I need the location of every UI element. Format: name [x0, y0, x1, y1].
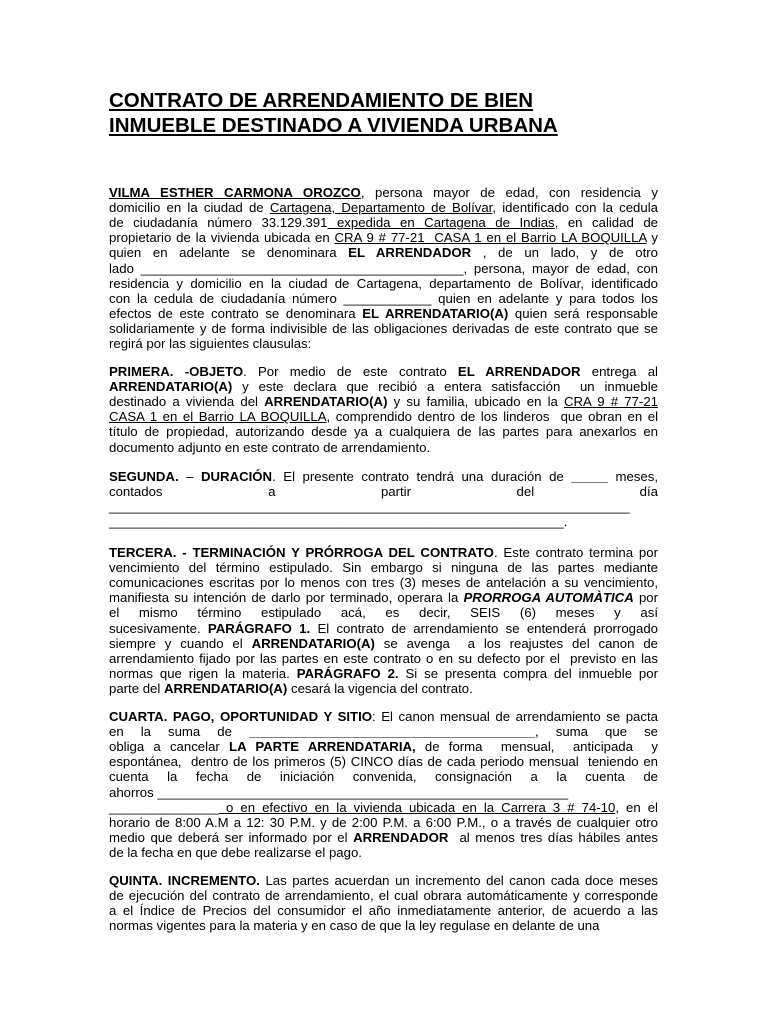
- text-run: _____: [571, 469, 608, 484]
- text-run: de ciudadanía número 33.129.391: [109, 215, 328, 231]
- text-run: propietario de la vivienda ubicada en: [109, 230, 335, 246]
- text-run: . Por medio de este contrato: [243, 364, 458, 379]
- text-run: normas vigentes para la materia y en caso de que la ley regulase en delante de una: [109, 918, 600, 934]
- text-run: arrendamiento fijado por las partes en este contrato o en su defecto por el previsto en las: [109, 650, 658, 666]
- text-run: PARÁGRAFO 1.: [207, 620, 311, 636]
- text-run: de forma mensual, anticipada y: [415, 739, 658, 755]
- text-line: [109, 185, 658, 200]
- text-line: [109, 590, 658, 605]
- text-line: [109, 245, 658, 260]
- text-line: [109, 336, 658, 351]
- text-run: QUINTA. INCREMENTO.: [109, 873, 260, 888]
- text-run: cesará la vigencia del contrato.: [287, 680, 473, 696]
- text-run: TERCERA. - TERMINACIÓN Y PRÓRROGA DEL CONTRATO: [109, 545, 494, 560]
- text-line: [109, 666, 658, 681]
- text-run: de ejecución del contrato de arrendamiento, el cual obrara automáticamente y corresponde: [109, 888, 658, 904]
- text-run: ______________________________________________________________.: [109, 514, 568, 530]
- text-line: [109, 918, 658, 933]
- text-run: CRA 9 # 77-21: [564, 394, 658, 410]
- text-line: [109, 276, 658, 291]
- text-line: [109, 754, 658, 769]
- text-run: cuenta la fecha de iniciación convenida, consignación a la cuenta de: [109, 769, 658, 785]
- text-line: [109, 291, 658, 306]
- text-line: [109, 321, 658, 336]
- text-line: [109, 306, 658, 321]
- text-line: [109, 575, 658, 590]
- text-run: al menos tres días hábiles antes: [448, 829, 658, 845]
- text-run: _______________: [109, 799, 220, 815]
- text-run: entrega al: [580, 364, 658, 379]
- text-run: quien en adelante se denominara: [109, 245, 349, 261]
- text-line: [109, 769, 658, 784]
- text-run: , identificado con la cedula: [492, 200, 658, 216]
- text-line: [109, 440, 658, 455]
- text-run: : El canon mensual de arrendamiento se pacta: [372, 709, 658, 724]
- text-run: EL ARRENDADOR: [457, 364, 581, 379]
- text-run: , persona mayor de edad, con residencia y: [360, 185, 658, 200]
- text-run: contados a partir del día: [109, 484, 658, 500]
- text-run: solidariamente y de forma indivisible de las obligaciones derivadas de este contrato que se: [109, 320, 658, 336]
- text-run: PRORROGA AUTOMÀTICA: [463, 590, 634, 606]
- text-line: [109, 394, 658, 409]
- text-line: [109, 724, 658, 739]
- text-line: [109, 514, 658, 529]
- text-line: [109, 888, 658, 903]
- text-run: horario de 8:00 A.M a 12: 30 P.M. y de 2:00 P.M. a 6:00 P.M., o a través de cualquier otro: [109, 814, 658, 830]
- text-run: Las partes acuerdan un incremento del canon cada doce meses: [259, 873, 658, 888]
- text-run: parte del: [109, 680, 164, 696]
- text-run: efectos de este contrato se denominara: [109, 305, 363, 321]
- text-run: meses,: [607, 469, 658, 484]
- text-line: [109, 800, 658, 815]
- text-run: residencia y domicilio en la ciudad de Cartagena, departamento de Bolívar, identificado: [109, 275, 658, 291]
- text-run: CUARTA. PAGO, OPORTUNIDAD Y SITIO: [109, 709, 373, 724]
- text-run: y este declara que recibió a entera satisfacción un inmueble: [232, 379, 658, 395]
- text-line: [109, 261, 658, 276]
- text-run: destinado a vivienda del: [109, 394, 265, 410]
- text-run: el mismo término estipulado acá, es decir, SEIS (6) meses y así: [109, 605, 658, 621]
- text-run: quien será responsable: [508, 305, 658, 321]
- text-run: regirá por las siguientes clausulas:: [109, 336, 312, 351]
- text-run: ARRENDADOR: [353, 829, 449, 845]
- text-run: normas que rigen la materia.: [109, 665, 297, 681]
- text-line: [109, 845, 658, 860]
- text-run: DURACIÓN: [201, 469, 273, 484]
- text-run: , en calidad de: [554, 215, 658, 231]
- text-line: [109, 469, 658, 484]
- text-run: vencimiento del término estipulado. Sin embargo si ninguna de las partes mediante: [109, 560, 658, 576]
- text-run: manifiesta su intención de darlo por terminado, operara la: [109, 590, 464, 606]
- text-run: se avenga a los reajustes del canon de: [374, 635, 658, 651]
- text-run: y su familia, ubicado en la: [387, 394, 564, 410]
- text-run: de la fecha en que debe realizarse el pago.: [109, 844, 362, 860]
- text-run: ARRENDATARIO(A): [109, 379, 233, 395]
- text-run: expedida en Cartagena de Indias: [327, 215, 555, 231]
- text-line: [109, 830, 658, 845]
- document-title: [109, 88, 658, 138]
- text-run: obliga a cancelar: [109, 739, 230, 755]
- text-run: , comprendido dentro de los linderos que obran en el: [326, 409, 658, 425]
- text-run: , de un lado, y de otro: [471, 245, 659, 261]
- text-line: [109, 379, 658, 394]
- text-run: y: [646, 230, 658, 246]
- text-run: LA PARTE ARRENDATARIA,: [229, 739, 416, 755]
- text-run: ARRENDATARIO(A): [251, 635, 375, 651]
- text-line: [109, 873, 658, 888]
- text-run: siempre y cuando el: [109, 635, 252, 651]
- text-line: [109, 200, 658, 215]
- text-line: [109, 409, 658, 424]
- text-line: [109, 651, 658, 666]
- text-run: EL ARRENDATARIO(A): [362, 305, 509, 321]
- text-run: SEGUNDA.: [109, 469, 179, 484]
- title-line: CONTRATO DE ARRENDAMIENTO DE BIEN: [109, 89, 534, 112]
- text-line: [109, 785, 658, 800]
- text-run: PRIMERA. -OBJETO: [109, 364, 244, 379]
- title-line: INMUEBLE DESTINADO A VIVIENDA URBANA: [109, 114, 558, 137]
- text-run: , suma que se: [535, 724, 658, 740]
- text-run: medio que deberá ser informado por el: [109, 829, 354, 845]
- text-run: _______________________________________________________________________: [109, 499, 630, 515]
- text-run: PARÁGRAFO 2.: [296, 665, 399, 681]
- text-run: CRA 9 # 77-21 CASA 1 en el Barrio LA BOQUILLA: [334, 230, 647, 246]
- text-line: [109, 364, 658, 379]
- text-run: . Este contrato termina por: [493, 545, 658, 560]
- text-line: [109, 424, 658, 439]
- text-run: CASA 1 en el Barrio LA BOQUILLA: [109, 409, 327, 425]
- text-line: [109, 739, 658, 754]
- text-line: [109, 560, 658, 575]
- text-run: Cartagena, Departamento de Bolívar: [269, 200, 493, 216]
- text-run: a el Índice de Precios del consumidor el año inmediatamente anterior, de acuerdo a las: [109, 903, 658, 919]
- text-run: . El presente contrato tendrá una duración de: [272, 469, 572, 484]
- text-run: por: [633, 590, 659, 606]
- text-line: [109, 545, 658, 560]
- text-run: título de propiedad, autorizando desde ya a cualquiera de las partes para anexarlos en: [109, 424, 658, 440]
- text-line: [109, 709, 658, 724]
- text-run: documento adjunto en este contrato de arrendamiento.: [109, 439, 431, 455]
- text-line: [109, 815, 658, 830]
- text-run: lado ____________________________________________, persona, mayor de edad, con: [109, 260, 658, 276]
- text-line: [109, 499, 658, 514]
- text-line: [109, 903, 658, 918]
- text-run: –: [178, 469, 201, 484]
- text-run: en la suma de: [109, 724, 249, 740]
- text-run: EL ARRENDADOR: [348, 245, 472, 261]
- text-line: [109, 681, 658, 696]
- text-line: [109, 215, 658, 230]
- text-run: sucesivamente.: [109, 620, 208, 636]
- text-run: comunicaciones escritas por lo menos con tres (3) meses de antelación a su vencimiento,: [109, 575, 658, 591]
- text-run: espontánea, dentro de los primeros (5) CINCO días de cada periodo mensual teniendo en: [109, 754, 658, 770]
- text-run: con la cedula de ciudadanía número ____________ quien en adelante y para todos los: [109, 290, 658, 306]
- text-run: o en efectivo en la vivienda ubicada en la Carrera 3 # 74-10: [219, 799, 616, 815]
- text-run: domicilio en la ciudad de: [109, 200, 270, 216]
- text-run: VILMA ESTHER CARMONA OROZCO: [109, 185, 361, 200]
- text-run: ARRENDATARIO(A): [164, 680, 288, 696]
- text-line: [109, 636, 658, 651]
- text-run: Si se presenta compra del inmueble por: [398, 665, 658, 681]
- text-run: , en el: [615, 799, 658, 815]
- text-run: ahorros ________________________________________________________: [109, 784, 569, 800]
- text-line: [109, 621, 658, 636]
- text-line: [109, 484, 658, 499]
- text-run: ARRENDATARIO(A): [264, 394, 388, 410]
- text-run: El contrato de arrendamiento se entenderá prorrogado: [310, 620, 658, 636]
- text-line: [109, 230, 658, 245]
- text-line: [109, 605, 658, 620]
- text-run: _______________________________________: [249, 724, 536, 740]
